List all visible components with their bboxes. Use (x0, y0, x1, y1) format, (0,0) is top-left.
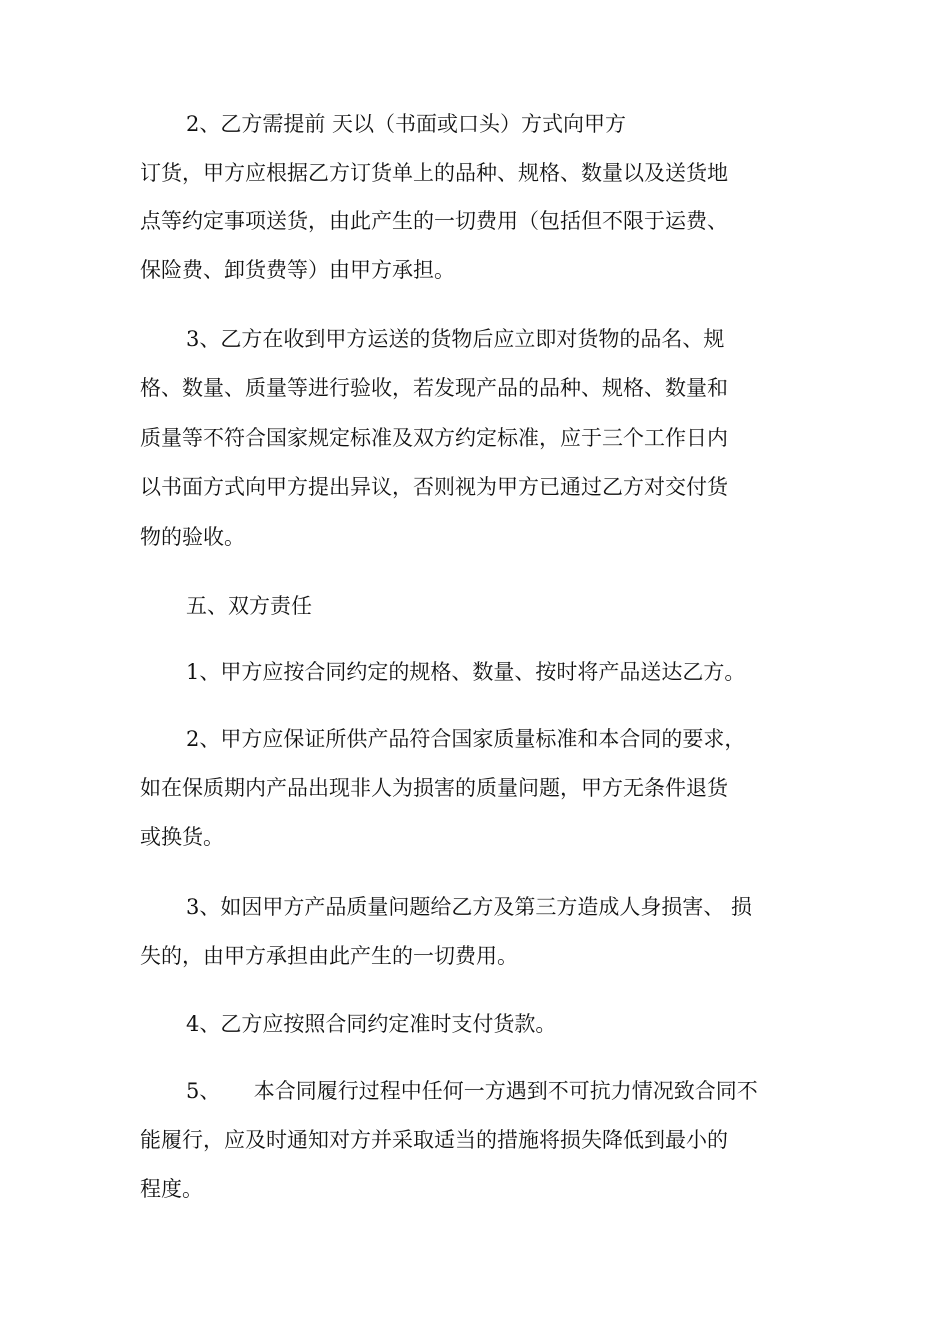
clause-4-3-line-3: 质量等不符合国家规定标准及双方约定标准，应于三个工作日内 (140, 426, 728, 450)
clause-5-2-line-1: 2、甲方应保证所供产品符合国家质量标准和本合同的要求， (186, 727, 746, 751)
clause-5-5-line-2: 能履行，应及时通知对方并采取适当的措施将损失降低到最小的 (140, 1128, 728, 1152)
clause-5-4-line-1: 4、乙方应按照合同约定准时支付货款。 (186, 1012, 557, 1036)
clause-5-2-line-3: 或换货。 (140, 825, 224, 849)
clause-5-5-line-3: 程度。 (140, 1177, 203, 1201)
clause-4-2-line-4: 保险费、卸货费等）由甲方承担。 (140, 258, 455, 282)
clause-5-3-line-1: 3、如因甲方产品质量问题给乙方及第三方造成人身损害、 损 (186, 895, 753, 919)
clause-4-3-line-2: 格、数量、质量等进行验收，若发现产品的品种、规格、数量和 (140, 376, 728, 400)
clause-5-1-line-1: 1、甲方应按合同约定的规格、数量、按时将产品送达乙方。 (186, 660, 746, 684)
clause-4-3-line-5: 物的验收。 (140, 525, 245, 549)
clause-4-2-line-1: 2、乙方需提前 天以（书面或口头）方式向甲方 (186, 112, 627, 136)
clause-5-5-line-1: 5、 本合同履行过程中任何一方遇到不可抗力情况致合同不 (186, 1079, 758, 1103)
clause-4-2-line-2: 订货，甲方应根据乙方订货单上的品种、规格、数量以及送货地 (140, 161, 728, 185)
section-heading: 五、双方责任 (186, 594, 312, 618)
clause-4-3-line-4: 以书面方式向甲方提出异议，否则视为甲方已通过乙方对交付货 (140, 475, 728, 499)
clause-4-3-line-1: 3、乙方在收到甲方运送的货物后应立即对货物的品名、规 (186, 327, 725, 351)
clause-4-2-line-3: 点等约定事项送货，由此产生的一切费用（包括但不限于运费、 (140, 209, 728, 233)
clause-5-2-line-2: 如在保质期内产品出现非人为损害的质量问题，甲方无条件退货 (140, 776, 728, 800)
clause-5-3-line-2: 失的，由甲方承担由此产生的一切费用。 (140, 944, 518, 968)
